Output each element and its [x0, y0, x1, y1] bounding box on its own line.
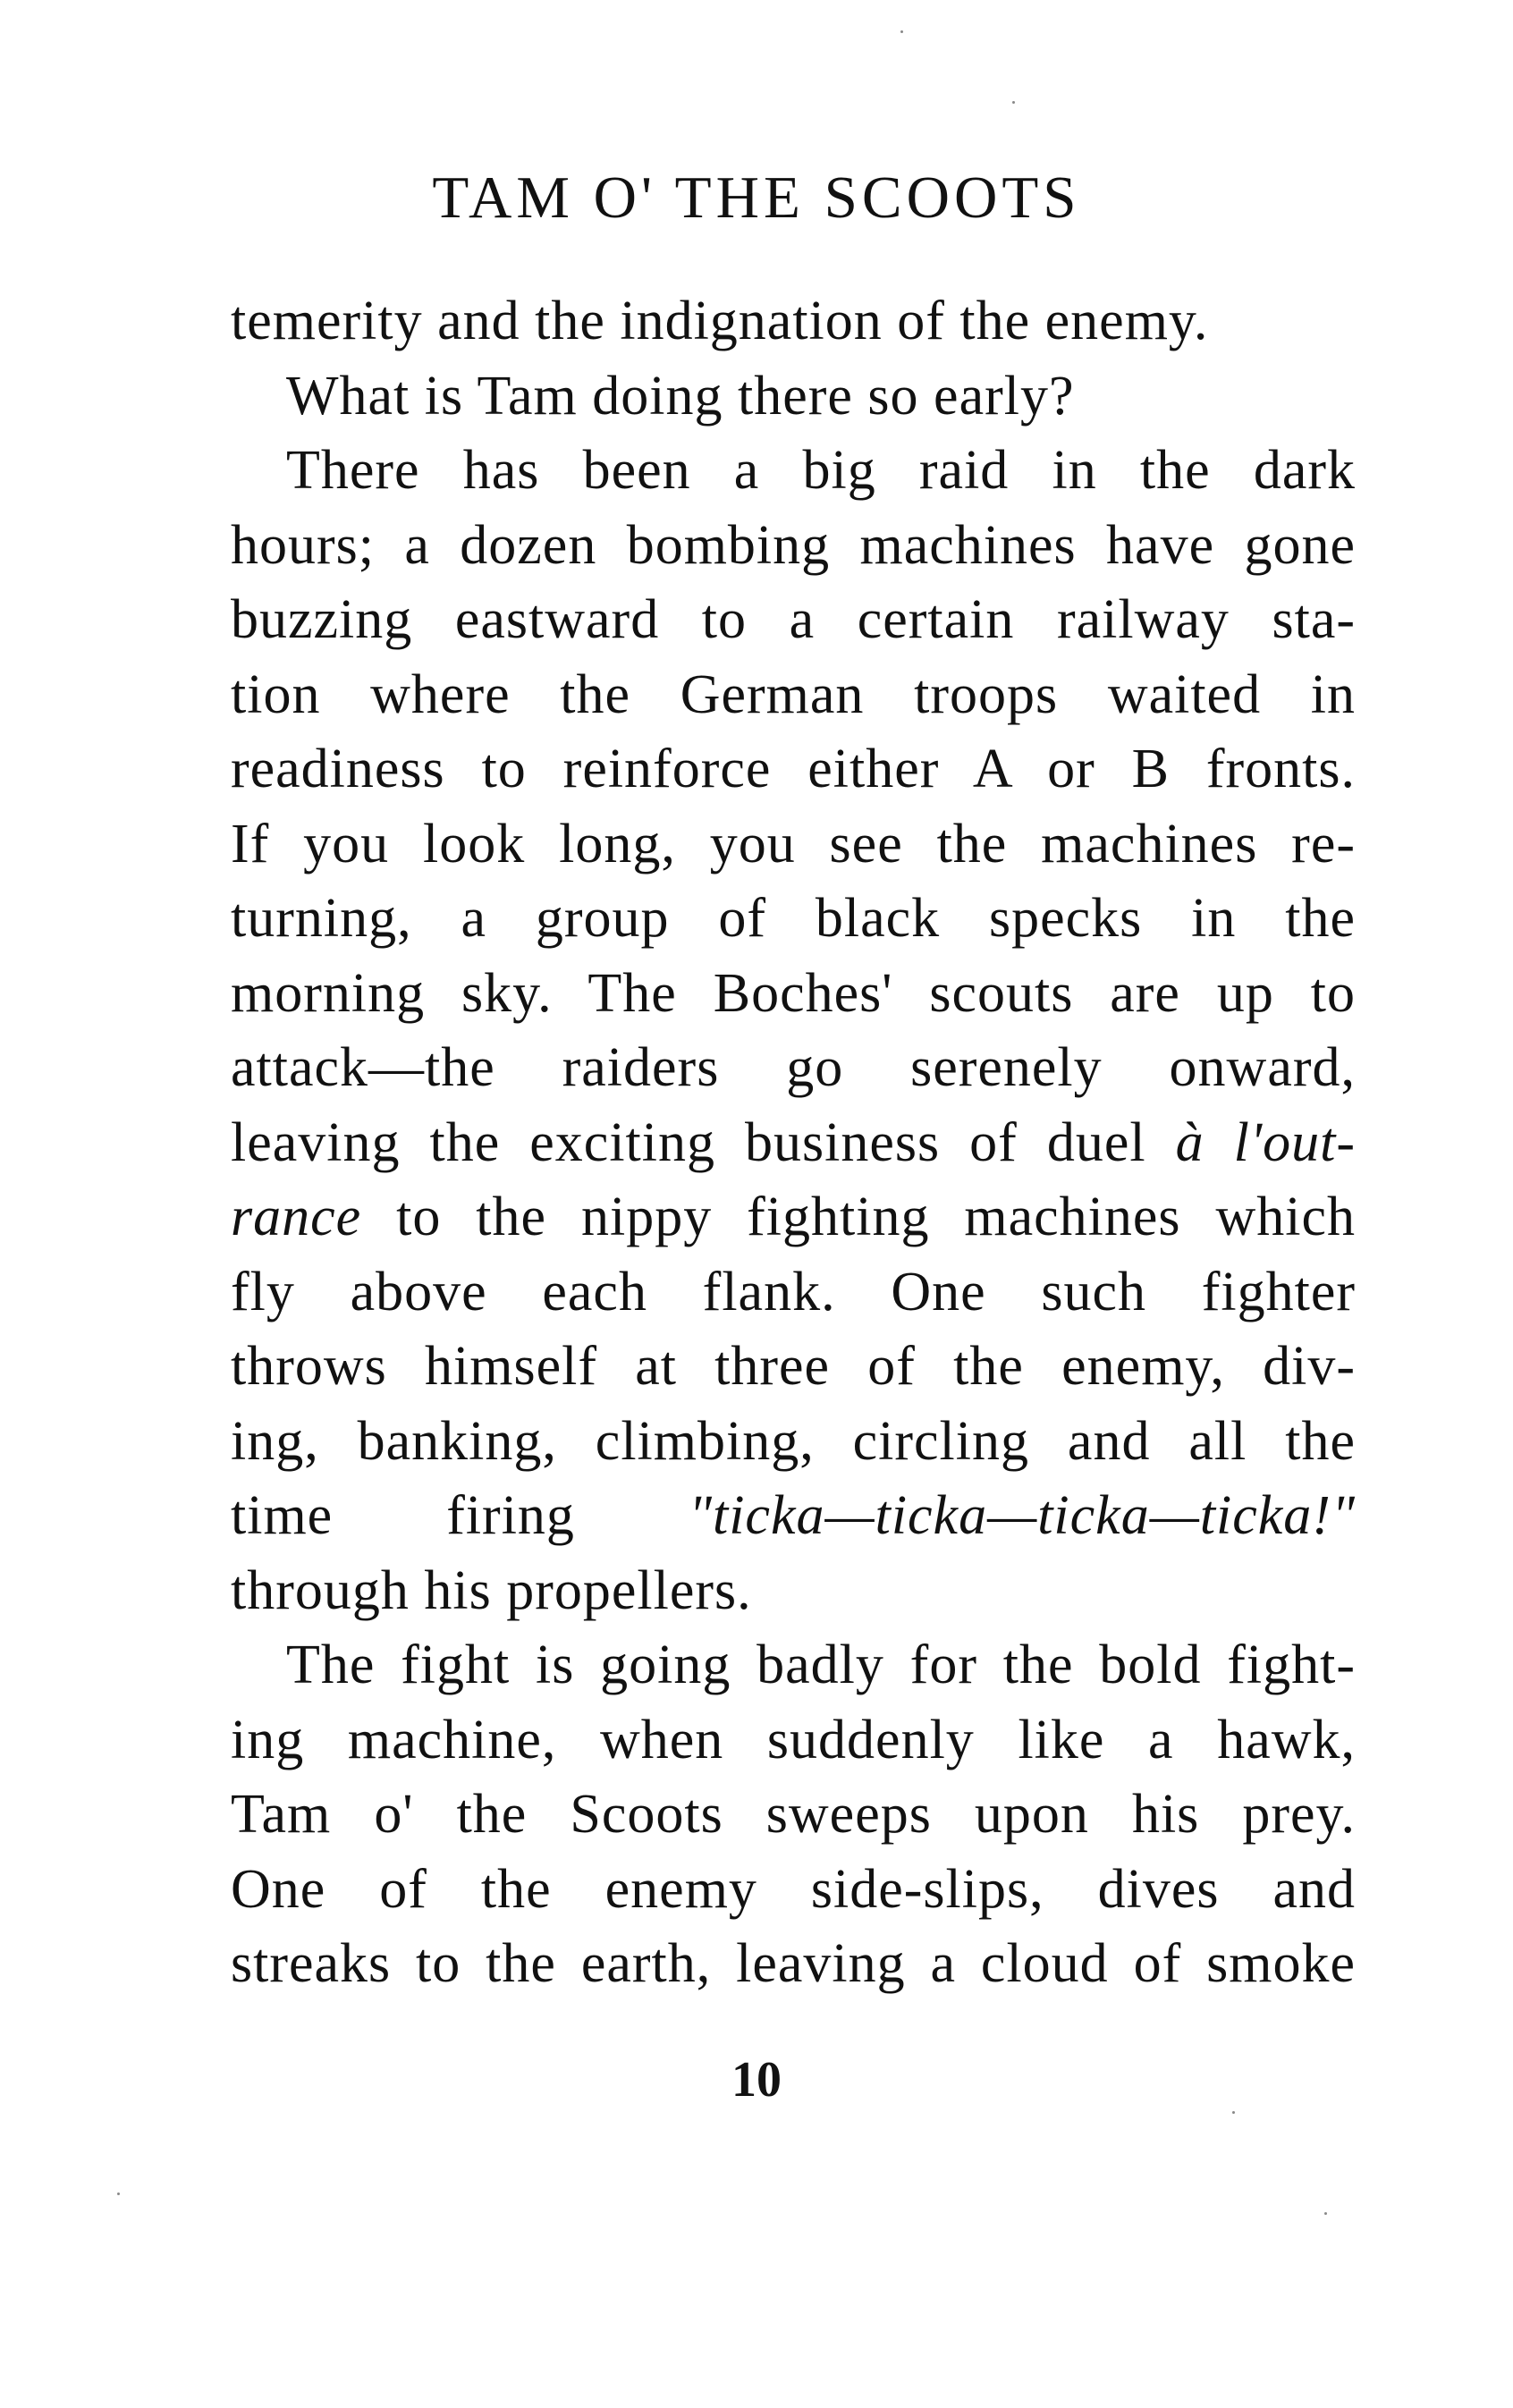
text-line: leaving the exciting business of duel à l'out- [231, 1111, 1357, 1173]
text-line: buzzing eastward to a certain railway sta- [231, 589, 1356, 650]
print-speck [900, 30, 903, 33]
print-speck [1012, 101, 1015, 104]
text-line: streaks to the earth, leaving a cloud of smoke [231, 1933, 1356, 1994]
text-line: morning sky. The Boches' scouts are up to [231, 962, 1356, 1024]
text-line: rance to the nippy fighting machines which [231, 1187, 1356, 1247]
print-speck [117, 2193, 120, 2195]
text-line: If you look long, you see the machines re- [231, 813, 1356, 874]
body-text [231, 284, 1356, 2002]
text-line: time firing "ticka—ticka—ticka—ticka!" [231, 1485, 1356, 1546]
text-line: tion where the German troops waited in [231, 663, 1356, 725]
paragraph-start-line: The fight is going badly for the bold fight- [286, 1635, 1356, 1695]
paragraph-end-line: through his propellers. [231, 1559, 752, 1621]
text-line: One of the enemy side-slips, dives and [231, 1858, 1356, 1920]
italic-phrase: rance [231, 1187, 362, 1247]
paragraph-start-line: What is Tam doing there so early? [286, 365, 1075, 427]
running-head: TAM O' THE SCOOTS [432, 165, 1081, 231]
text-line: attack—the raiders go serenely onward, [231, 1037, 1356, 1098]
text-line: readiness to reinforce either A or B fronts. [231, 739, 1356, 799]
text-line: temerity and the indignation of the enemy. [231, 291, 1209, 351]
text-line: fly above each flank. One such fighter [231, 1261, 1356, 1322]
text-line: throws himself at three of the enemy, div- [231, 1336, 1356, 1397]
text-line: turning, a group of black specks in the [231, 888, 1356, 949]
print-speck [1324, 2212, 1327, 2215]
print-speck [1232, 2111, 1235, 2114]
text-line: ing, banking, climbing, circling and all the [231, 1410, 1356, 1472]
text-line: ing machine, when suddenly like a hawk, [231, 1709, 1356, 1770]
text-line: Tam o' the Scoots sweeps upon his prey. [231, 1784, 1356, 1845]
page-number: 10 [731, 2052, 782, 2108]
italic-phrase: "ticka—ticka—ticka—ticka!" [688, 1485, 1356, 1546]
paragraph-start-line: There has been a big raid in the dark [286, 440, 1356, 501]
text-line: hours; a dozen bombing machines have gone [231, 514, 1356, 576]
italic-phrase: à l'out- [1175, 1111, 1357, 1173]
